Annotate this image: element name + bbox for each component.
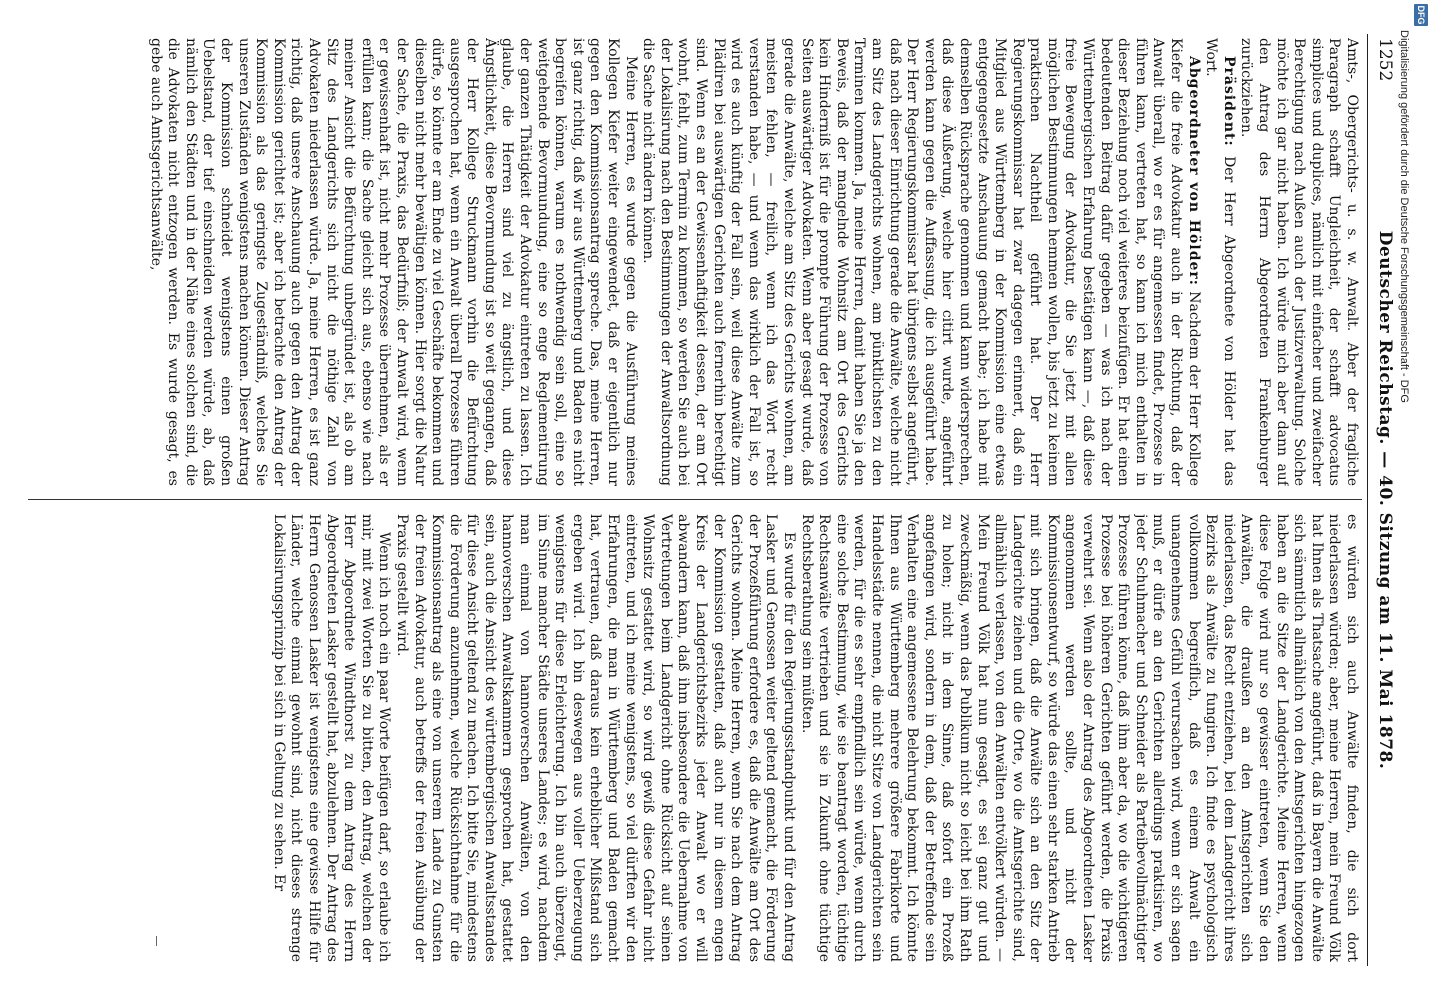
paragraph: Meine Herren, es wurde gegen die Ausführung meines Kollegen Kiefer weiter eingewendet, daß er eigentlich nur gegen den Kommissionsantrag spreche. Das, meine Herren, ist ganz richtig, daß wir aus Württemberg und Baden es nicht begreifen können, warum es nothwendig sein soll, eine so weitgehende Bevormundung, eine so enge Reglementirung der ganzen Thätigkeit der Advokatur eintreten zu lassen. Ich glaube, die Herren sind viel zu ängstlich, und diese Ängstlichkeit, diese Bevormundung ist so weit gegangen, daß der Herr Kollege Struckmann vorhin die Befürchtung ausgesprochen hat, wenn ein Anwalt überall Prozesse führen dürfe, so könnte er am Ende zu viel Geschäfte bekommen und dieselben nicht mehr bewältigen können. Hier sorgt die Natur der Sache, die Praxis, das Bedürfniß; der Anwalt wird, wenn er gewissenhaft ist, nicht mehr Prozesse übernehmen, als er erfüllen kann; die Sache gleicht sich aus, ebenso wie nach meiner Ansicht die Befürchtung unbegründet ist, als ob am Sitz des Landgerichts sich nicht die nöthige Zahl von Advokaten niederlassen würde. Ja, meine Herren, es ist ganz richtig, daß unsere Anschauung auch gegen den Antrag der Kommission gerichtet ist; aber ich betrachte den Antrag der Kommission als das geringste Zugeständniß, welches Sie unseren Zuständen wenigstens machen können. Dieser Antrag der Kommission schneidet wenigstens einen großen Uebelstand, der tief einschneiden werden würde, ab, daß nämlich den Städten und in der Nähe eines solchen sind, die die Advokaten nicht entzogen werden. Es wurde gesagt, es gebe auch Amtsgerichtsanwälte, bbox=[147, 38, 639, 486]
speaker-name: Abgeordneter von Hölder: bbox=[1185, 56, 1202, 286]
speaker-name: Präsident: bbox=[1220, 56, 1237, 147]
rotated-page bbox=[28, 34, 1400, 966]
column-divider bbox=[28, 499, 1362, 500]
right-column bbox=[30, 514, 1360, 962]
page-number: 1252 bbox=[1375, 38, 1395, 82]
running-head: Deutscher Reichstag. — 40. Sitzung am 11. Mai 1878. bbox=[1375, 230, 1395, 770]
paragraph: Wenn ich noch ein paar Worte beifügen darf, so erlaube ich mir, mit zwei Worten Sie zu bitten, den Antrag, welchen der Herr Abgeordnete Windthorst zu dem Antrag des Herrn Abgeordneten Lasker gestellt hat, abzulehnen. Der Antrag des Herrn Genossen Lasker ist wenigstens eine gewisse Hilfe für Länder, welche einmal gewohnt sind, nicht dieses strenge Lokalisirungsprinzip bei sich in Geltung zu sehen. Er bbox=[270, 514, 393, 962]
speech-text: Der Herr Abgeordnete von Hölder hat das Wort. bbox=[1203, 38, 1237, 486]
left-column bbox=[30, 38, 1360, 486]
speech-text: Nachdem der Herr Kollege Kiefer die freie Advokatur auch in der Richtung, daß der Anwalt überall, wo er es für angemessen findet, Prozesse in führen kann, vertreten hat, so kann ich mich enthalten in dieser Beziehung noch viel weiteres beizufügen. Er hat einen bedeutenden Beitrag dafür gegeben — was ich nach der Württembergischen Erfahrung bestätigen kann —, daß diese freie Bewegung der Advokatur, die Sie jetzt mit allen möglichen Bestimmungen hemmen wollen, bis jetzt zu keinem praktischen Nachtheil geführt hat. Der Herr Regierungskommissar hat zwar dagegen erinnert, daß ein Mitglied aus Württemberg in der Kommission eine etwas entgegengesetzte Anschauung gemacht habe; ich habe mit demselben Rücksprache genommen und kann widersprechen, daß diese Äußerung, welche hier citirt wurde, angeführt werden kann gegen die Auffassung, die ich ausgeführt habe. Der Herr Regierungskommissar hat übrigens selbst angeführt, daß nach dieser Einrichtung gerade die Anwälte, welche nicht am Sitz des Landgerichts wohnen, am pünktlichsten zu den Terminen kommen. Ja, meine Herren, damit haben Sie ja den Beweis, daß der mangelnde Wohnsitz am Ort des Gerichts kein Hinderniß ist für die prompte Führung der Prozesse von Seiten auswärtiger Advokaten. Wenn aber gesagt wurde, daß gerade die Anwälte, welche am Sitz des Gerichts wohnen, am meisten fehlen, — freilich, wenn ich das Wort recht verstanden habe, — und wenn das wirklich der Fall ist, so wird es auch künftig der Fall sein, weil diese Anwälte zum Plädiren bei auswärtigen Gerichten auch fernerhin berechtigt sind. Wenn es an der Gewissenhaftigkeit dessen, der am Ort wohnt, fehlt, zum Termin zu kommen, so werden Sie auch bei der Lokalisirung nach den Bestimmungen der Anwaltsordnung die Sache nicht ändern können. bbox=[640, 38, 1202, 486]
paragraph: Es wurde für den Regierungsstandpunkt und für den Antrag Lasker und Genossen weiter geltend gemacht, die Förderung der Prozeßführung erfordere es, daß die Anwälte am Ort des Gerichts wohnen. Meine Herren, wenn Sie nach dem Antrag der Kommission gestatten, daß auch nur in diesem engen Kreis der Landgerichtsbezirks jeder Anwalt wo er will abwandern kann, daß ihm insbesondere die Uebernahme von Vertretungen beim Landgericht ohne Rücksicht auf seinen Wohnsitz gestattet wird, so wird gewiß diese Gefahr nicht eintreten, und ich meine wenigstens, so viel dürften wir den Erfahrungen, die man in Württemberg und Baden gemacht hat, vertrauen, daß daraus kein erheblicher Mißstand sich ergeben wird. Ich bin deswegen aus voller Ueberzeugung wenigstens für diese Erleichterung. Ich bin auch überzeugt, im Sinne mancher Städte unseres Landes; es wird, nachdem man einmal von hannoverschen Anwälten, von den hannoverschen Anwaltskammern gesprochen hat, gestattet sein, auch die Ansicht des württembergischen Anwaltsstandes für diese Ansicht geltend zu machen. Ich bitte Sie, mindestens die Forderung anzunehmen, welche Rücksichtnahme für die Kommissionsantrag als eine von unserem Lande zu Gunsten der freien Advokatur, auch betreffs der freien Ausübung der Praxis gestellt wird. bbox=[393, 514, 797, 962]
paragraph: es würden sich auch Anwälte finden, die sich dort niederlassen würden; aber, meine Herren, mein Freund Völk hat Ihnen als Thatsache angeführt, daß in Bayern die Anwälte sich sämmtlich allmählich von den Amtsgerichten hingezogen haben an die Sitze der Landgerichte. Meine Herren, wenn diese Folge wird nur so gewisser eintreten, wenn Sie den Anwälten, die draußen an den Amtsgerichten sich niederlassen, das Recht entziehen, bei dem Landgericht ihres Bezirks als Anwälte zu fungiren. Ich finde es psychologisch vollkommen begreiflich, daß es einem Anwalt ein unangenehmes Gefühl verursachen wird, wenn er sich sagen muß, er dürfe an den Gerichten allerdings praktisiren, wo jeder Schuhmacher und Schneider als Parteibevollmächtigter Prozesse führen könne, daß ihm aber da, wo die wichtigeren Prozesse bei höheren Gerichten geführt werden, die Praxis verwehrt sei. Wenn also der Antrag des Abgeordneten Lasker angenommen werden sollte, und nicht der Kommissionsentwurf, so würde das einen sehr starken Antrieb mit sich bringen, daß die Anwälte sich an den Sitz der Landgerichte ziehen und die Orte, wo die Amtsgerichte sind, allmählich verlassen, von den Anwälten entvölkert würden. — Mein Freund Völk hat nun gesagt, es sei ganz gut und zweckmäßig, wenn das Publikum nicht so leicht bei ihm Rath zu holen; nicht in dem Sinne, daß sofort ein Prozeß angefangen wird, sondern in dem, daß der Betreffende sein Verhalten eine angemessene Belehrung bekommt. Ich könnte Ihnen aus Württemberg mehrere größere Fabrikorte und Handelsstädte nennen, die nicht Sitze von Landgerichten sein werden, für die es sehr empfindlich sein würde, wenn durch eine solche Bestimmung, wie sie beantragt worden, tüchtige Rechtsanwälte vertrieben und sie in Zukunft ohne tüchtige Rechtsberathung sein müßten. bbox=[798, 514, 1360, 962]
margin-mark bbox=[156, 936, 157, 946]
header-rule bbox=[1367, 34, 1368, 966]
paragraph: Amts-, Obergerichts- u. s. w. Anwalt. Aber der fragliche Paragraph schafft Ungleichheit, der schafft advocatus simplices und duplices, nämlich mit einfacher und zweifacher Berechtigung nach Außen auch der Justizverwaltung. Solche möchte ich gar nicht haben. Ich würde mich aber dann auf den Antrag des Herrn Abgeordneten Frankenburger zurückziehen. bbox=[1238, 38, 1360, 486]
paragraph bbox=[639, 38, 1202, 486]
paragraph bbox=[1202, 38, 1237, 486]
dfg-logo: DFG bbox=[1416, 5, 1426, 25]
digitization-note: Digitalisierung gefördert durch die Deutsche Forschungsgemeinschaft - DFG bbox=[1398, 30, 1410, 403]
